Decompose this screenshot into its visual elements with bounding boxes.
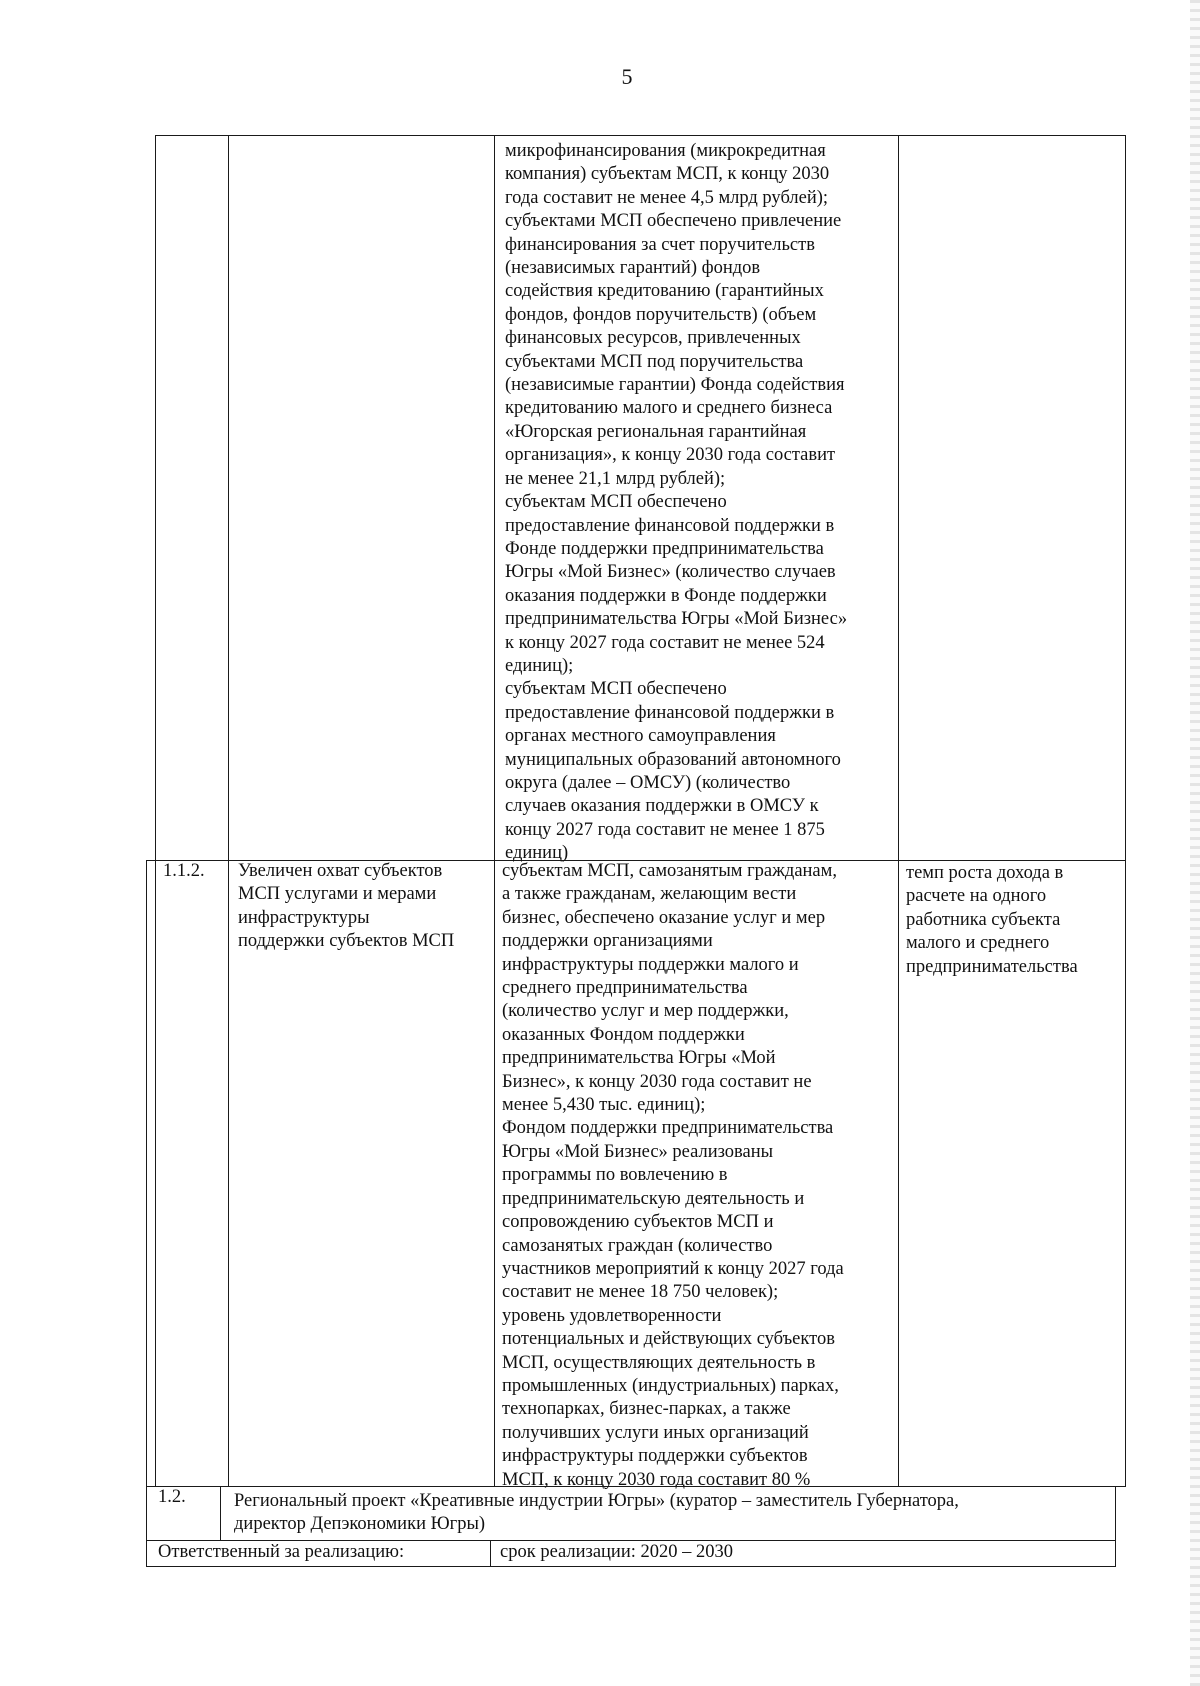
column-divider-task	[494, 135, 495, 1487]
row-1-2-project: Региональный проект «Креативные индустрии Югры» (куратор – заместитель Губернатора, директор Депэкономики Югры)	[234, 1491, 959, 1535]
footer-divider	[490, 1540, 491, 1567]
column-divider-indicator	[898, 135, 899, 1487]
row-1-2-number-divider	[220, 1486, 221, 1541]
row-1-1-2-task: Увеличен охват субъектов МСП услугами и мерами инфраструктуры поддержки субъектов МСП	[238, 861, 455, 952]
row-1-2-number: 1.2.	[158, 1487, 186, 1507]
footer-responsible-label: Ответственный за реализацию:	[158, 1542, 405, 1562]
scan-edge-shadow	[1190, 0, 1200, 1686]
footer-period-label: срок реализации: 2020 – 2030	[500, 1542, 734, 1562]
row-1-1-2-indicator: темп роста дохода в расчете на одного работника субъекта малого и среднего предпринимательства	[906, 863, 1078, 977]
row-1-1-2-description: субъектам МСП, самозанятым гражданам, а также гражданам, желающим вести бизнес, обеспечено оказание услуг и мер поддержки организациями инфраструктуры поддержки малого и среднего предпринимательства (количество услуг и мер поддержки, оказанных Фондом поддержки предпринимательства Югры «Мой Бизнес», к концу 2030 года составит не менее 5,430 тыс. единиц); Фондом поддержки предпринимательства Югры «Мой Бизнес» реализованы программы по вовлечению в предпринимательскую деятельность и сопровождению субъектов МСП и самозанятых граждан (количество участников мероприятий к концу 2027 года составит не менее 18 750 человек); уровень удовлетворенности потенциальных и действующих субъектов МСП, осуществляющих деятельность в промышленных (индустриальных) парках, технопарках, бизнес-парках, а также получивших услуги иных организаций инфраструктуры поддержки субъектов МСП, к концу 2030 года составит 80 %	[502, 861, 844, 1490]
page-number: 5	[621, 64, 633, 89]
continued-row-description: микрофинансирования (микрокредитная компания) субъектам МСП, к концу 2030 года составит не менее 4,5 млрд рублей); субъектами МСП обеспечено привлечение финансирования за счет поручительств (независимых гарантий) фондов содействия кредитованию (гарантийных фондов, фондов поручительств) (объем финансовых ресурсов, привлеченных субъектами МСП под поручительства (независимые гарантии) Фонда содействия кредитованию малого и среднего бизнеса «Югорская региональная гарантийная организация», к концу 2030 года составит не менее 21,1 млрд рублей); субъектам МСП обеспечено предоставление финансовой поддержки в Фонде поддержки предпринимательства Югры «Мой Бизнес» (количество случаев оказания поддержки в Фонде поддержки предпринимательства Югры «Мой Бизнес» к концу 2027 года составит не менее 524 единиц); субъектам МСП обеспечено предоставление финансовой поддержки в органах местного самоуправления муниципальных образований автономного округа (далее – ОМСУ) (количество случаев оказания поддержки в ОМСУ к концу 2027 года составит не менее 1 875 единиц)	[505, 141, 848, 864]
column-divider-number	[228, 135, 229, 1487]
row-1-1-2-number: 1.1.2.	[163, 861, 205, 881]
left-border-extension	[146, 860, 147, 1487]
